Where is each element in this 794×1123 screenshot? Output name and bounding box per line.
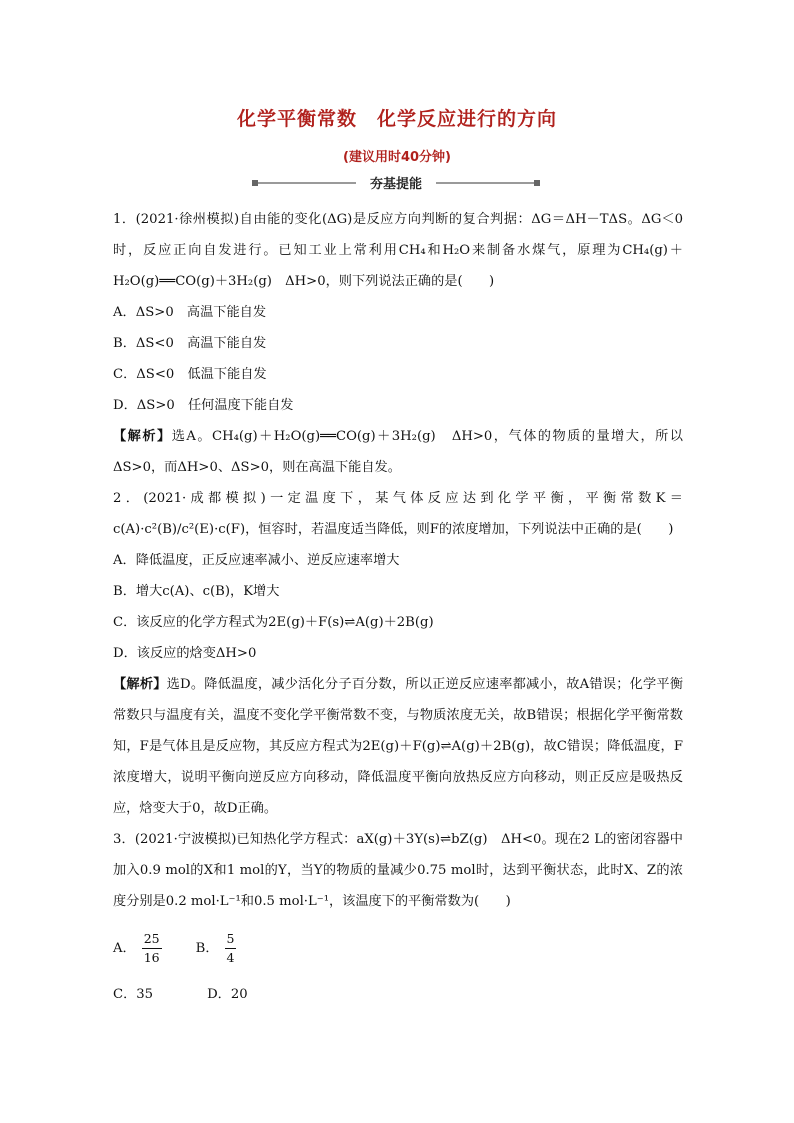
fraction-denominator: 4	[226, 949, 235, 965]
question-3-option-c: C．35	[113, 987, 154, 1002]
fraction-denominator: 16	[143, 949, 160, 965]
fraction-numerator: 25	[142, 930, 162, 949]
question-list	[113, 204, 683, 1010]
page-title: 化学平衡常数 化学反应进行的方向	[236, 108, 557, 130]
analysis-tag: 【解析】	[113, 677, 167, 692]
divider-right-line	[436, 182, 534, 184]
section-divider	[252, 172, 540, 194]
question-2-option-b: B．增大c(A)、c(B)，K增大	[113, 584, 280, 599]
page-subtitle: (建议用时40分钟)	[343, 150, 451, 165]
divider-right-dot	[534, 180, 540, 186]
fraction-numerator: 5	[225, 930, 237, 949]
question-2-analysis	[113, 669, 683, 824]
fraction	[225, 930, 237, 967]
option-label: A．	[113, 940, 136, 956]
question-1-option-a: A．ΔS>0 高温下能自发	[113, 305, 267, 320]
analysis-tag: 【解析】	[113, 429, 172, 444]
question-3-options-ab	[113, 917, 683, 979]
question-1-option-b: B．ΔS<0 高温下能自发	[113, 336, 267, 351]
question-3-option-b	[196, 930, 237, 967]
question-2-stem: 2．(2021·成都模拟)一定温度下，某气体反应达到化学平衡，平衡常数K＝c(A)·c²(B)/c²(E)·c(F)，恒容时，若温度适当降低，则F的浓度增加，下列说法中正确的是( )	[113, 491, 683, 537]
question-1-option-c: C．ΔS<0 低温下能自发	[113, 367, 267, 382]
question-2-option-c: C．该反应的化学方程式为2E(g)＋F(s)⇌A(g)＋2B(g)	[113, 615, 434, 630]
analysis-text: 选A。CH₄(g)＋H₂O(g)══CO(g)＋3H₂(g) ΔH>0，气体的物质的量增大，所以ΔS>0，而ΔH>0、ΔS>0，则在高温下能自发。	[113, 429, 683, 475]
question-3-options-cd	[113, 979, 683, 1010]
question-1-analysis	[113, 421, 683, 483]
question-2-option-d: D．该反应的焓变ΔH>0	[113, 646, 257, 661]
question-2-option-a: A．降低温度，正反应速率减小、逆反应速率增大	[113, 553, 400, 568]
question-3-stem: 3．(2021·宁波模拟)已知热化学方程式：aX(g)＋3Y(s)⇌bZ(g) ΔH<0。现在2 L的密闭容器中加入0.9 mol的X和1 mol的Y，当Y的物质的量减少0.75 mol时，达到平衡状态，此时X、Z的浓度分别是0.2 mol·L⁻¹和0.5 mol·L⁻¹，该温度下的平衡常数为( )	[113, 832, 683, 909]
question-3-option-d: D．20	[207, 987, 248, 1002]
analysis-text: 选D。降低温度，减少活化分子百分数，所以正逆反应速率都减小，故A错误；化学平衡常数只与温度有关，温度不变化学平衡常数不变，与物质浓度无关，故B错误；根据化学平衡常数知，F是气体且是反应物，其反应方程式为2E(g)＋F(g)⇌A(g)＋2B(g)，故C错误；降低温度，F浓度增大，说明平衡向逆反应方向移动，降低温度平衡向放热反应方向移动，则正反应是吸热反应，焓变大于0，故D正确。	[113, 677, 684, 816]
question-3-option-a	[113, 930, 162, 967]
option-label: B．	[195, 940, 219, 956]
question-1-option-d: D．ΔS>0 任何温度下能自发	[113, 398, 294, 413]
fraction	[142, 930, 162, 967]
question-1-stem: 1．(2021·徐州模拟)自由能的变化(ΔG)是反应方向判断的复合判据：ΔG＝ΔH－TΔS。ΔG＜0时，反应正向自发进行。已知工业上常利用CH₄和H₂O来制备水煤气，原理为CH₄(g)＋H₂O(g)══CO(g)＋3H₂(g) ΔH>0，则下列说法正确的是( )	[113, 212, 683, 289]
section-label: 夯基提能	[369, 177, 422, 192]
